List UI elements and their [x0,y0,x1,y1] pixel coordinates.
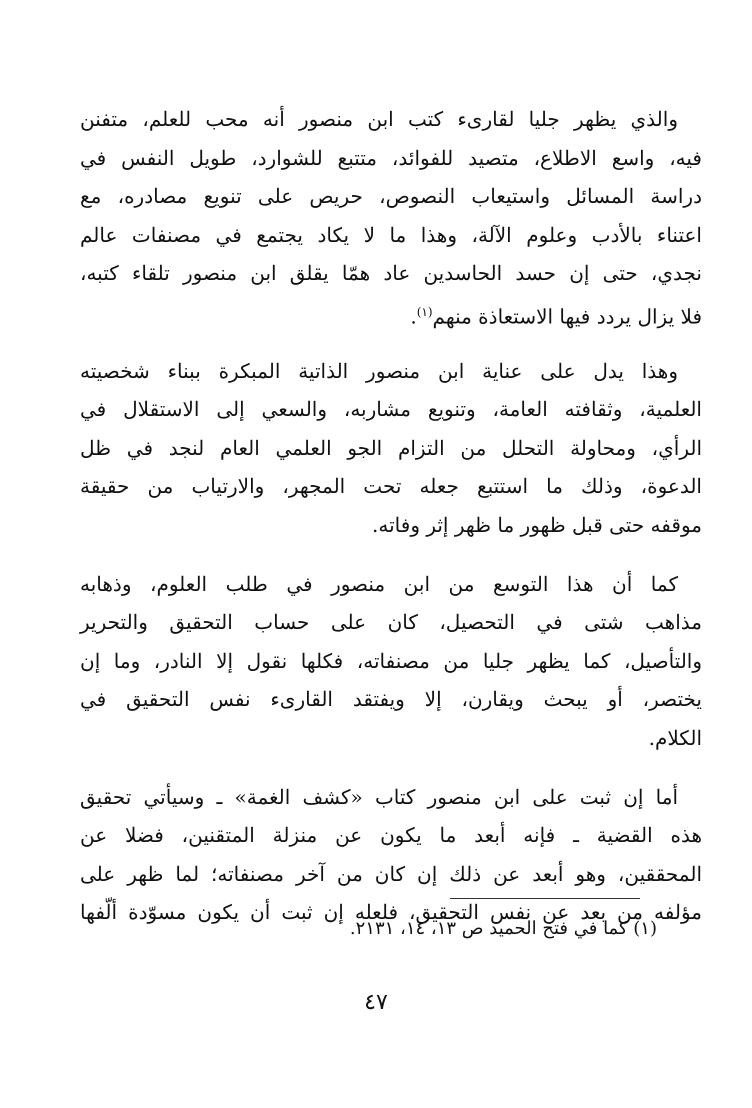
text-line: والذي يظهر جليا لقارىء كتب ابن منصور أنه محب للعلم، متفنن [80,107,678,131]
page-body [80,100,702,952]
text-line: العلمية، وثقافته العامة، وتنويع مشاربه، والسعي إلى الاستقلال في [80,397,702,422]
text-line: أما إن ثبت على ابن منصور كتاب «كشف الغمة» ـ وسيأتي تحقيق [80,784,678,809]
text-line: الرأي، ومحاولة التحلل من التزام الجو العلمي العام لنجد في ظل [80,435,702,460]
text-line: وهذا يدل على عناية ابن منصور الذاتية المبكرة ببناء شخصيته [80,358,678,383]
text-line: والتأصيل، كما يظهر جليا من مصنفاته، فكلها نقول إلا النادر، وما إن [80,648,702,673]
page-number: ٤٧ [364,990,388,1015]
text-line: الكلام. [648,725,702,750]
text-line: يختصر، أو يبحث ويقارن، إلا ويفتقد القارىء نفس التحقيق في [80,687,702,712]
footnote-divider [450,898,640,899]
footnote-text: كما في فتح الحميد ص ١٣، ١٤، ٢١٣١. [349,918,628,939]
paragraph-2 [80,352,702,545]
text-line: دراسة المسائل واستيعاب النصوص، حريص على تنويع مصادره، مع [80,184,702,209]
text-line: نجدي، حتى إن حسد الحاسدين عاد همّا يقلق ابن منصور تلقاء كتبه، [80,261,702,286]
paragraph-3 [80,565,702,758]
text-line: اعتناء بالأدب وعلوم الآلة، وهذا ما لا يكاد يجتمع في مصنفات عالم [80,222,702,247]
sentence-end: . [410,304,417,329]
text-line: كما أن هذا التوسع من ابن منصور في طلب العلوم، وذهابه [80,571,678,596]
text-line: هذه القضية ـ فإنه أبعد ما يكون عن منزلة المتقنين، فضلا عن [80,823,702,848]
text-line: موقفه حتى قبل ظهور ما ظهر إثر وفاته. [372,512,702,537]
text-line: الدعوة، وذلك ما استتبع جعله تحت المجهر، والارتياب من حقيقة [80,474,702,499]
text-segment: فلا يزال يردد فيها الاستعاذة منهم [432,304,702,329]
text-line: فيه، واسع الاطلاع، متصيد للفوائد، متتبع للشوارد، طويل النفس في [80,145,702,170]
text-line: المحققين، وهو أبعد عن ذلك إن كان من آخر مصنفاته؛ لما ظهر على [80,861,702,886]
footnote [350,918,657,939]
text-line: مذاهب شتى في التحصيل، كان على حساب التحقيق والتحرير [80,610,702,635]
paragraph-4 [80,778,702,932]
footnote-reference[interactable]: (١) [416,304,433,319]
text-line: مؤلفه من بعد عن نفس التحقيق، فلعله إن ثبت أن يكون مسوّدة ألّفها [80,900,702,925]
text-line-with-note [80,293,702,332]
paragraph-1 [80,100,702,332]
footnote-marker: (١) [633,918,657,939]
